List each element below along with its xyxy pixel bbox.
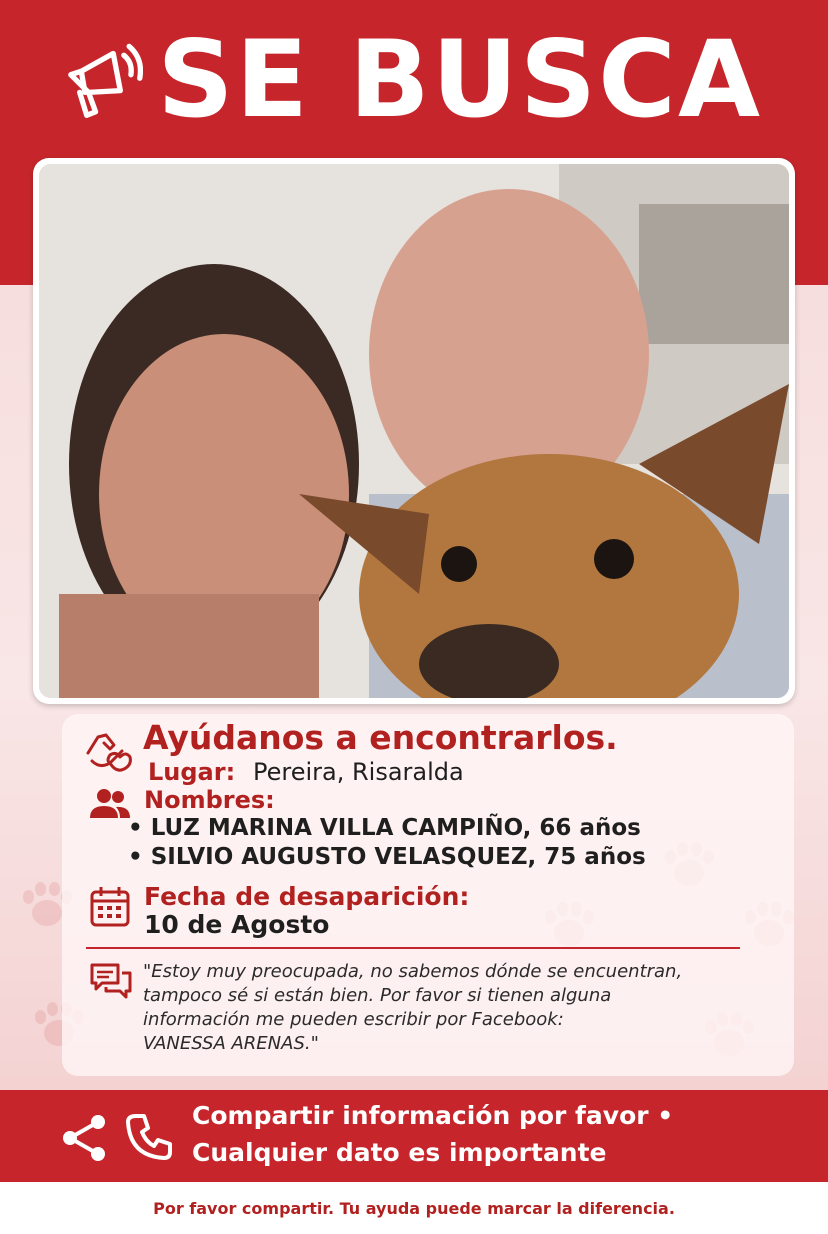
helping-hands-icon	[80, 723, 136, 777]
footer	[0, 1182, 828, 1234]
quote-line: tampoco sé si están bien. Por favor si tienen alguna	[143, 985, 612, 1006]
page-title: SE BUSCA	[157, 18, 762, 141]
photo-frame	[33, 158, 795, 704]
megaphone-icon	[62, 34, 143, 126]
share-line-1: Compartir información por favor •	[192, 1101, 674, 1130]
names-label: Nombres:	[144, 786, 275, 814]
family-message	[143, 960, 793, 1056]
date-label: Fecha de desaparición:	[144, 882, 470, 911]
divider	[86, 947, 740, 949]
help-heading: Ayúdanos a encontrarlos.	[143, 718, 618, 757]
phone-icon[interactable]	[124, 1112, 174, 1162]
calendar-icon	[88, 885, 132, 929]
share-icon[interactable]	[58, 1112, 110, 1164]
name-text: SILVIO AUGUSTO VELASQUEZ, 75 años	[150, 844, 646, 870]
footer-text: Por favor compartir. Tu ayuda puede marcar la diferencia.	[153, 1198, 675, 1218]
share-line-2: Cualquier dato es importante	[192, 1138, 607, 1167]
date-value: 10 de Agosto	[144, 910, 330, 939]
photo-illustration	[39, 164, 789, 698]
name-item: • SILVIO AUGUSTO VELASQUEZ, 75 años	[128, 844, 646, 870]
name-text: LUZ MARINA VILLA CAMPIÑO, 66 años	[150, 815, 641, 841]
name-item: • LUZ MARINA VILLA CAMPIÑO, 66 años	[128, 815, 641, 841]
people-icon	[88, 786, 132, 822]
chat-bubbles-icon	[88, 961, 134, 1003]
missing-persons-photo	[39, 164, 789, 698]
quote-line: "Estoy muy preocupada, no sabemos dónde se encuentran,	[143, 961, 683, 982]
place-label: Lugar:	[148, 758, 236, 786]
quote-line: VANESSA ARENAS."	[143, 1033, 319, 1054]
quote-line: información me pueden escribir por Facebook:	[143, 1009, 564, 1030]
place-value: Pereira, Risaralda	[253, 758, 464, 786]
header	[62, 20, 762, 140]
